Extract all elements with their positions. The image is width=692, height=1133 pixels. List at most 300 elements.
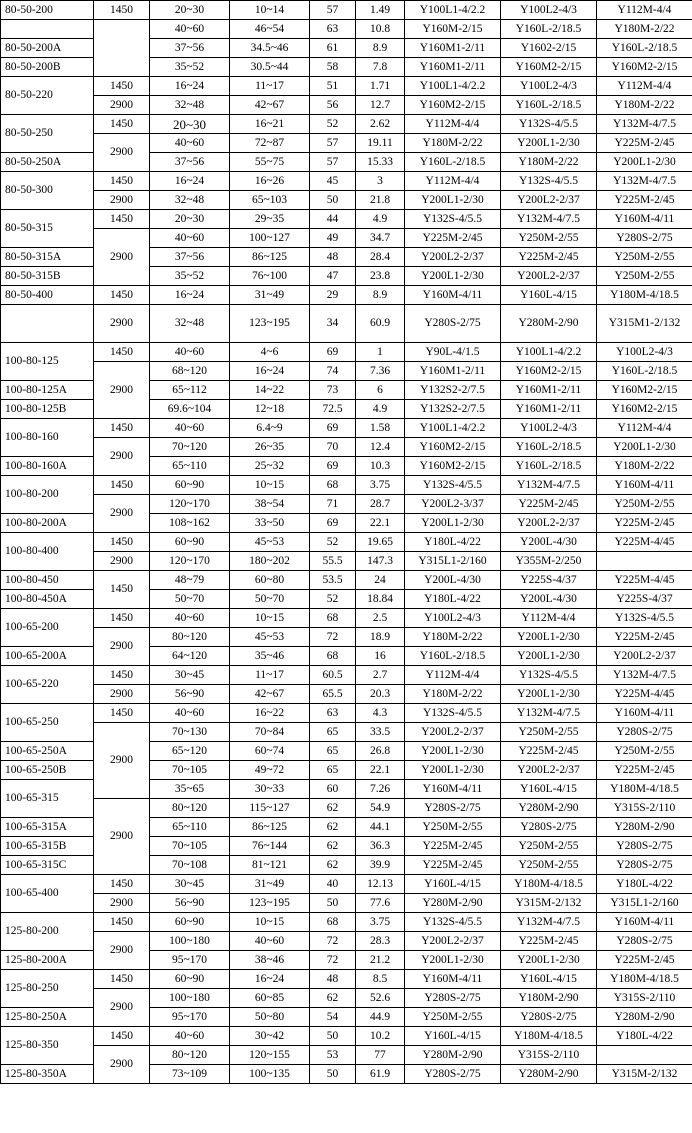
table-cell: Y160L-2/18.5 — [501, 96, 597, 115]
table-cell: 100-65-200A — [1, 647, 94, 666]
table-cell: 100~180 — [150, 989, 230, 1008]
table-cell: 72 — [310, 932, 356, 951]
table-row — [1, 552, 692, 571]
table-cell: 62 — [310, 818, 356, 837]
table-cell: 35~52 — [150, 267, 230, 286]
table-cell: 2.5 — [356, 609, 405, 628]
table-cell: 1450 — [94, 343, 150, 362]
table-cell: Y315M-2/132 — [501, 894, 597, 913]
table-cell: 95~170 — [150, 1008, 230, 1027]
table-cell: Y280M-2/90 — [597, 818, 692, 837]
table-cell: Y180M-2/22 — [501, 153, 597, 172]
table-cell: 28.4 — [356, 248, 405, 267]
table-row — [1, 419, 692, 438]
table-cell: Y200L1-2/30 — [405, 761, 501, 780]
table-cell: Y225M-2/45 — [597, 951, 692, 970]
table-row — [1, 96, 692, 115]
table-cell: 56~90 — [150, 894, 230, 913]
table-cell: 100-65-250A — [1, 742, 94, 761]
table-cell: 80-50-315A — [1, 248, 94, 267]
table-row — [1, 115, 692, 134]
table-cell: 56~90 — [150, 685, 230, 704]
table-cell: 65~120 — [150, 742, 230, 761]
table-cell: Y200L1-2/30 — [405, 951, 501, 970]
table-cell: 1450 — [94, 286, 150, 305]
table-cell: 46~54 — [230, 20, 310, 39]
table-cell: 60 — [310, 780, 356, 799]
table-cell: 40~60 — [150, 419, 230, 438]
table-cell: 44 — [310, 210, 356, 229]
table-cell: 60~90 — [150, 970, 230, 989]
table-row — [1, 799, 692, 818]
table-cell: Y160L-4/15 — [501, 970, 597, 989]
table-cell: Y225M-2/45 — [597, 628, 692, 647]
table-cell: 10.8 — [356, 20, 405, 39]
table-cell: 42~67 — [230, 685, 310, 704]
table-cell: 3 — [356, 172, 405, 191]
table-cell: 44.1 — [356, 818, 405, 837]
table-cell: 49~72 — [230, 761, 310, 780]
table-cell: Y112M-4/4 — [597, 77, 692, 96]
table-row — [1, 875, 692, 894]
table-cell: 100~135 — [230, 1065, 310, 1084]
table-cell: Y160L-2/18.5 — [597, 362, 692, 381]
table-row — [1, 134, 692, 153]
table-cell: 16~24 — [230, 970, 310, 989]
table-cell: 22.1 — [356, 514, 405, 533]
table-cell: 2900 — [94, 932, 150, 970]
table-cell: 60.5 — [310, 666, 356, 685]
table-cell: 32~48 — [150, 96, 230, 115]
table-cell: Y180M-4/18.5 — [597, 780, 692, 799]
table-cell: Y225M-2/45 — [597, 761, 692, 780]
table-cell: 100-80-125A — [1, 381, 94, 400]
table-cell: 123~195 — [230, 894, 310, 913]
table-cell: 34.5~46 — [230, 39, 310, 58]
table-cell: Y160M2-2/15 — [405, 438, 501, 457]
table-cell: Y180M-4/18.5 — [597, 970, 692, 989]
table-cell: Y225S-4/37 — [597, 590, 692, 609]
table-cell: 30.5~44 — [230, 58, 310, 77]
table-cell: 71 — [310, 495, 356, 514]
table-cell: 40~60 — [150, 229, 230, 248]
table-cell: 68 — [310, 647, 356, 666]
table-cell: 50~70 — [150, 590, 230, 609]
table-cell: Y225M-2/45 — [501, 742, 597, 761]
table-cell: Y112M-4/4 — [405, 172, 501, 191]
table-row — [1, 685, 692, 704]
table-cell: Y200L2-2/37 — [501, 267, 597, 286]
table-cell: Y180L-4/22 — [405, 590, 501, 609]
table-row — [1, 210, 692, 229]
table-cell: 4.3 — [356, 704, 405, 723]
table-cell: 80-50-250 — [1, 115, 94, 153]
table-cell: 80-50-315B — [1, 267, 94, 286]
table-cell: Y132S-4/5.5 — [405, 476, 501, 495]
table-cell: 69 — [310, 457, 356, 476]
table-cell: 22.1 — [356, 761, 405, 780]
table-cell: 52 — [310, 590, 356, 609]
table-cell: Y200L2-2/37 — [501, 761, 597, 780]
table-cell: 35~46 — [230, 647, 310, 666]
table-cell: Y112M-4/4 — [597, 419, 692, 438]
table-cell: 7.8 — [356, 58, 405, 77]
table-cell: 10~15 — [230, 913, 310, 932]
table-cell: 69 — [310, 419, 356, 438]
table-cell: 35~52 — [150, 58, 230, 77]
table-cell: 24 — [356, 571, 405, 590]
table-cell: Y180M-2/22 — [405, 685, 501, 704]
table-cell: 100-65-400 — [1, 875, 94, 913]
table-cell: 16~24 — [150, 172, 230, 191]
table-cell: 34 — [310, 305, 356, 343]
table-cell: Y180M-4/18.5 — [597, 286, 692, 305]
table-row — [1, 571, 692, 590]
table-cell: Y280S-2/75 — [501, 818, 597, 837]
table-cell: 125-80-200 — [1, 913, 94, 951]
table-cell: 57 — [310, 134, 356, 153]
table-cell: 1450 — [94, 533, 150, 552]
table-cell: Y280S-2/75 — [597, 723, 692, 742]
table-cell: 30~33 — [230, 780, 310, 799]
table-cell: 70~105 — [150, 761, 230, 780]
table-cell: 65~103 — [230, 191, 310, 210]
table-cell — [1, 20, 94, 39]
table-cell: Y160M-4/11 — [597, 476, 692, 495]
table-cell: 20~30 — [150, 1, 230, 20]
table-cell: Y200L1-2/30 — [405, 514, 501, 533]
table-cell: Y132S-4/5.5 — [501, 115, 597, 134]
table-cell: 60~80 — [230, 571, 310, 590]
table-cell: Y160M-4/11 — [405, 970, 501, 989]
table-cell: Y160L-4/15 — [501, 286, 597, 305]
table-cell: 42~67 — [230, 96, 310, 115]
table-cell: 65 — [310, 723, 356, 742]
table-cell: Y225M-2/45 — [501, 495, 597, 514]
table-cell: 2900 — [94, 229, 150, 286]
table-cell: Y160M-4/11 — [597, 210, 692, 229]
table-cell: 1450 — [94, 1, 150, 20]
table-cell: 6.4~9 — [230, 419, 310, 438]
table-cell: Y160L-2/18.5 — [501, 438, 597, 457]
table-cell: Y200L1-2/30 — [501, 951, 597, 970]
table-cell: 31~49 — [230, 286, 310, 305]
table-cell: 53.5 — [310, 571, 356, 590]
table-cell: Y180L-4/22 — [597, 875, 692, 894]
table-row — [1, 362, 692, 381]
table-cell: 125-80-200A — [1, 951, 94, 970]
table-cell: Y200L2-2/37 — [501, 191, 597, 210]
table-cell: Y315S-2/110 — [597, 989, 692, 1008]
table-cell: 16~26 — [230, 172, 310, 191]
table-cell: 100-65-315A — [1, 818, 94, 837]
table-cell: 86~125 — [230, 818, 310, 837]
table-cell: Y280S-2/75 — [405, 799, 501, 818]
table-cell: Y250M-2/55 — [501, 229, 597, 248]
table-cell: Y315M1-2/132 — [597, 305, 692, 343]
table-cell: 62 — [310, 799, 356, 818]
table-cell: 3.75 — [356, 913, 405, 932]
table-cell: Y180M-2/22 — [405, 628, 501, 647]
table-cell: Y160L-2/18.5 — [405, 647, 501, 666]
table-cell: Y200L1-2/30 — [597, 153, 692, 172]
table-cell: 100-65-220 — [1, 666, 94, 704]
table-cell: 1450 — [94, 704, 150, 723]
table-cell: 70~120 — [150, 438, 230, 457]
table-cell: 8.9 — [356, 286, 405, 305]
table-cell: 73 — [310, 381, 356, 400]
table-cell: Y225M-2/45 — [405, 229, 501, 248]
table-cell: 77 — [356, 1046, 405, 1065]
table-cell: 10.3 — [356, 457, 405, 476]
table-cell: 39.9 — [356, 856, 405, 875]
table-cell: Y200L2-2/37 — [405, 932, 501, 951]
table-row — [1, 229, 692, 248]
table-cell: 74 — [310, 362, 356, 381]
table-row — [1, 1027, 692, 1046]
table-cell: 120~170 — [150, 495, 230, 514]
table-cell: 20~30 — [150, 210, 230, 229]
table-row — [1, 77, 692, 96]
table-cell: 16~24 — [230, 362, 310, 381]
table-cell: Y200L2-2/37 — [405, 248, 501, 267]
table-cell: 60.9 — [356, 305, 405, 343]
table-row — [1, 495, 692, 514]
table-cell: Y315L1-2/160 — [405, 552, 501, 571]
table-cell: 4.9 — [356, 210, 405, 229]
table-cell: Y280S-2/75 — [597, 932, 692, 951]
table-cell: 57 — [310, 153, 356, 172]
table-cell: Y160M-4/11 — [405, 286, 501, 305]
table-cell: Y112M-4/4 — [405, 115, 501, 134]
table-cell: 69 — [310, 343, 356, 362]
table-cell: 60~74 — [230, 742, 310, 761]
table-cell: 125-80-350A — [1, 1065, 94, 1084]
table-cell: Y280M-2/90 — [597, 1008, 692, 1027]
table-cell: 2900 — [94, 438, 150, 476]
table-cell: 2900 — [94, 134, 150, 172]
table-cell: Y160M2-2/15 — [501, 58, 597, 77]
table-cell: Y1602-2/15 — [501, 39, 597, 58]
table-cell: Y180L-4/22 — [597, 1027, 692, 1046]
table-cell: 1.71 — [356, 77, 405, 96]
table-row — [1, 1046, 692, 1065]
table-cell: 2900 — [94, 723, 150, 799]
table-cell: 47 — [310, 267, 356, 286]
table-cell: 3.75 — [356, 476, 405, 495]
table-cell: 14~22 — [230, 381, 310, 400]
table-cell: Y225M-2/45 — [405, 837, 501, 856]
table-cell: 2.7 — [356, 666, 405, 685]
table-cell: 60~85 — [230, 989, 310, 1008]
table-cell: Y132M-4/7.5 — [597, 115, 692, 134]
table-cell: 65 — [310, 742, 356, 761]
table-cell: 11~17 — [230, 77, 310, 96]
table-cell: 76~100 — [230, 267, 310, 286]
table-cell: Y200L1-2/30 — [405, 742, 501, 761]
table-cell: 30~45 — [150, 666, 230, 685]
table-cell: 10~15 — [230, 476, 310, 495]
table-row — [1, 286, 692, 305]
table-cell: 56 — [310, 96, 356, 115]
table-cell: 45 — [310, 172, 356, 191]
table-cell: Y250M-2/55 — [501, 856, 597, 875]
table-cell: 100-80-200 — [1, 476, 94, 514]
table-cell: 12~18 — [230, 400, 310, 419]
table-cell: 2900 — [94, 799, 150, 875]
table-cell: 81~121 — [230, 856, 310, 875]
table-cell: 120~170 — [150, 552, 230, 571]
table-cell: Y100L1-4/2.2 — [405, 419, 501, 438]
table-cell: Y250M-2/55 — [405, 1008, 501, 1027]
table-cell: Y90L-4/1.5 — [405, 343, 501, 362]
table-cell: Y200L1-2/30 — [405, 267, 501, 286]
table-cell: 15.33 — [356, 153, 405, 172]
table-cell: Y280S-2/75 — [501, 1008, 597, 1027]
table-cell: Y132M-4/7.5 — [501, 704, 597, 723]
table-cell: Y225M-4/45 — [597, 685, 692, 704]
table-cell: Y132S-4/5.5 — [405, 704, 501, 723]
table-cell: 100-80-160A — [1, 457, 94, 476]
table-cell: 80~120 — [150, 628, 230, 647]
table-cell: Y160M-4/11 — [405, 780, 501, 799]
table-cell: 115~127 — [230, 799, 310, 818]
table-cell: Y280S-2/75 — [405, 989, 501, 1008]
table-cell: 100-80-125B — [1, 400, 94, 419]
table-cell: 50~80 — [230, 1008, 310, 1027]
table-cell: 45~53 — [230, 533, 310, 552]
table-cell: 18.84 — [356, 590, 405, 609]
table-cell: Y200L-4/30 — [501, 533, 597, 552]
table-cell: 2900 — [94, 894, 150, 913]
table-cell: 50 — [310, 1027, 356, 1046]
table-cell: Y315L1-2/160 — [597, 894, 692, 913]
table-cell: 2900 — [94, 495, 150, 533]
table-row — [1, 723, 692, 742]
table-cell: 70~84 — [230, 723, 310, 742]
table-cell: 4~6 — [230, 343, 310, 362]
table-cell: 1.49 — [356, 1, 405, 20]
table-cell: 11~17 — [230, 666, 310, 685]
table-cell: 37~56 — [150, 248, 230, 267]
table-cell: 62 — [310, 856, 356, 875]
table-cell: 10~14 — [230, 1, 310, 20]
table-cell: 28.3 — [356, 932, 405, 951]
table-cell: 2900 — [94, 191, 150, 210]
table-cell: Y160M2-2/15 — [597, 381, 692, 400]
table-cell: Y160M1-2/11 — [405, 362, 501, 381]
table-cell: 70 — [310, 438, 356, 457]
table-cell: 2900 — [94, 989, 150, 1027]
table-cell: 2900 — [94, 552, 150, 571]
table-cell: 120~155 — [230, 1046, 310, 1065]
table-cell: 50~70 — [230, 590, 310, 609]
table-cell: 1450 — [94, 571, 150, 609]
table-cell: 2.62 — [356, 115, 405, 134]
table-cell: Y160M2-2/15 — [405, 457, 501, 476]
table-cell: 72~87 — [230, 134, 310, 153]
table-cell: 125-80-350 — [1, 1027, 94, 1065]
table-cell: 77.6 — [356, 894, 405, 913]
table-cell: 44.9 — [356, 1008, 405, 1027]
table-cell: 63 — [310, 704, 356, 723]
table-cell: Y200L-4/30 — [501, 590, 597, 609]
table-row — [1, 609, 692, 628]
table-cell: 60~90 — [150, 913, 230, 932]
table-cell: 29 — [310, 286, 356, 305]
table-cell: Y225M-4/45 — [597, 533, 692, 552]
table-cell: Y160M-4/11 — [597, 704, 692, 723]
table-cell: Y180M-4/18.5 — [501, 875, 597, 894]
table-row — [1, 913, 692, 932]
table-cell: Y132S2-2/7.5 — [405, 400, 501, 419]
table-cell: 1450 — [94, 970, 150, 989]
table-cell: Y132S-4/5.5 — [405, 913, 501, 932]
table-cell: Y200L1-2/30 — [501, 685, 597, 704]
table-cell: Y200L2-2/37 — [501, 514, 597, 533]
table-cell: Y280M-2/90 — [501, 1065, 597, 1084]
table-cell: Y132M-4/7.5 — [501, 913, 597, 932]
table-cell: 100-80-450A — [1, 590, 94, 609]
table-cell: Y180M-2/22 — [597, 20, 692, 39]
table-cell: 125-80-250 — [1, 970, 94, 1008]
table-cell: 16~21 — [230, 115, 310, 134]
table-cell: Y100L2-4/3 — [405, 609, 501, 628]
table-cell: Y200L1-2/30 — [501, 647, 597, 666]
table-cell: Y132M-4/7.5 — [597, 666, 692, 685]
table-cell: 80~120 — [150, 799, 230, 818]
table-cell: 63 — [310, 20, 356, 39]
table-cell: 80-50-200 — [1, 1, 94, 20]
table-cell: Y132M-4/7.5 — [597, 172, 692, 191]
table-cell: 61.9 — [356, 1065, 405, 1084]
table-cell: 2900 — [94, 305, 150, 343]
table-cell: 26~35 — [230, 438, 310, 457]
table-cell: 80-50-200B — [1, 58, 94, 77]
table-cell: 25~32 — [230, 457, 310, 476]
table-cell: 68 — [310, 476, 356, 495]
table-cell — [597, 552, 692, 571]
table-cell: Y280M-2/90 — [405, 894, 501, 913]
table-cell: 37~56 — [150, 39, 230, 58]
table-cell: Y280M-2/90 — [405, 1046, 501, 1065]
table-cell: Y280S-2/75 — [405, 305, 501, 343]
table-cell: 1450 — [94, 172, 150, 191]
table-cell: Y280S-2/75 — [597, 229, 692, 248]
table-cell: 72 — [310, 951, 356, 970]
table-cell: Y225M-2/45 — [597, 514, 692, 533]
table-cell: 19.11 — [356, 134, 405, 153]
table-cell: 40~60 — [150, 609, 230, 628]
table-cell: Y180M-2/90 — [501, 989, 597, 1008]
table-row — [1, 305, 692, 343]
table-cell: 12.4 — [356, 438, 405, 457]
table-cell: 70~130 — [150, 723, 230, 742]
table-cell: Y315S-2/110 — [501, 1046, 597, 1065]
table-cell: Y132S-4/5.5 — [405, 210, 501, 229]
table-cell: 33~50 — [230, 514, 310, 533]
table-cell: Y250M-2/55 — [597, 495, 692, 514]
table-cell: Y180L-4/22 — [405, 533, 501, 552]
table-cell: Y160L-4/15 — [405, 1027, 501, 1046]
table-cell: 54 — [310, 1008, 356, 1027]
table-cell: 40 — [310, 875, 356, 894]
table-cell: 21.8 — [356, 191, 405, 210]
table-cell: 69.6~104 — [150, 400, 230, 419]
table-cell: 7.36 — [356, 362, 405, 381]
table-cell: Y100L1-4/2.2 — [405, 77, 501, 96]
table-cell: 1450 — [94, 476, 150, 495]
